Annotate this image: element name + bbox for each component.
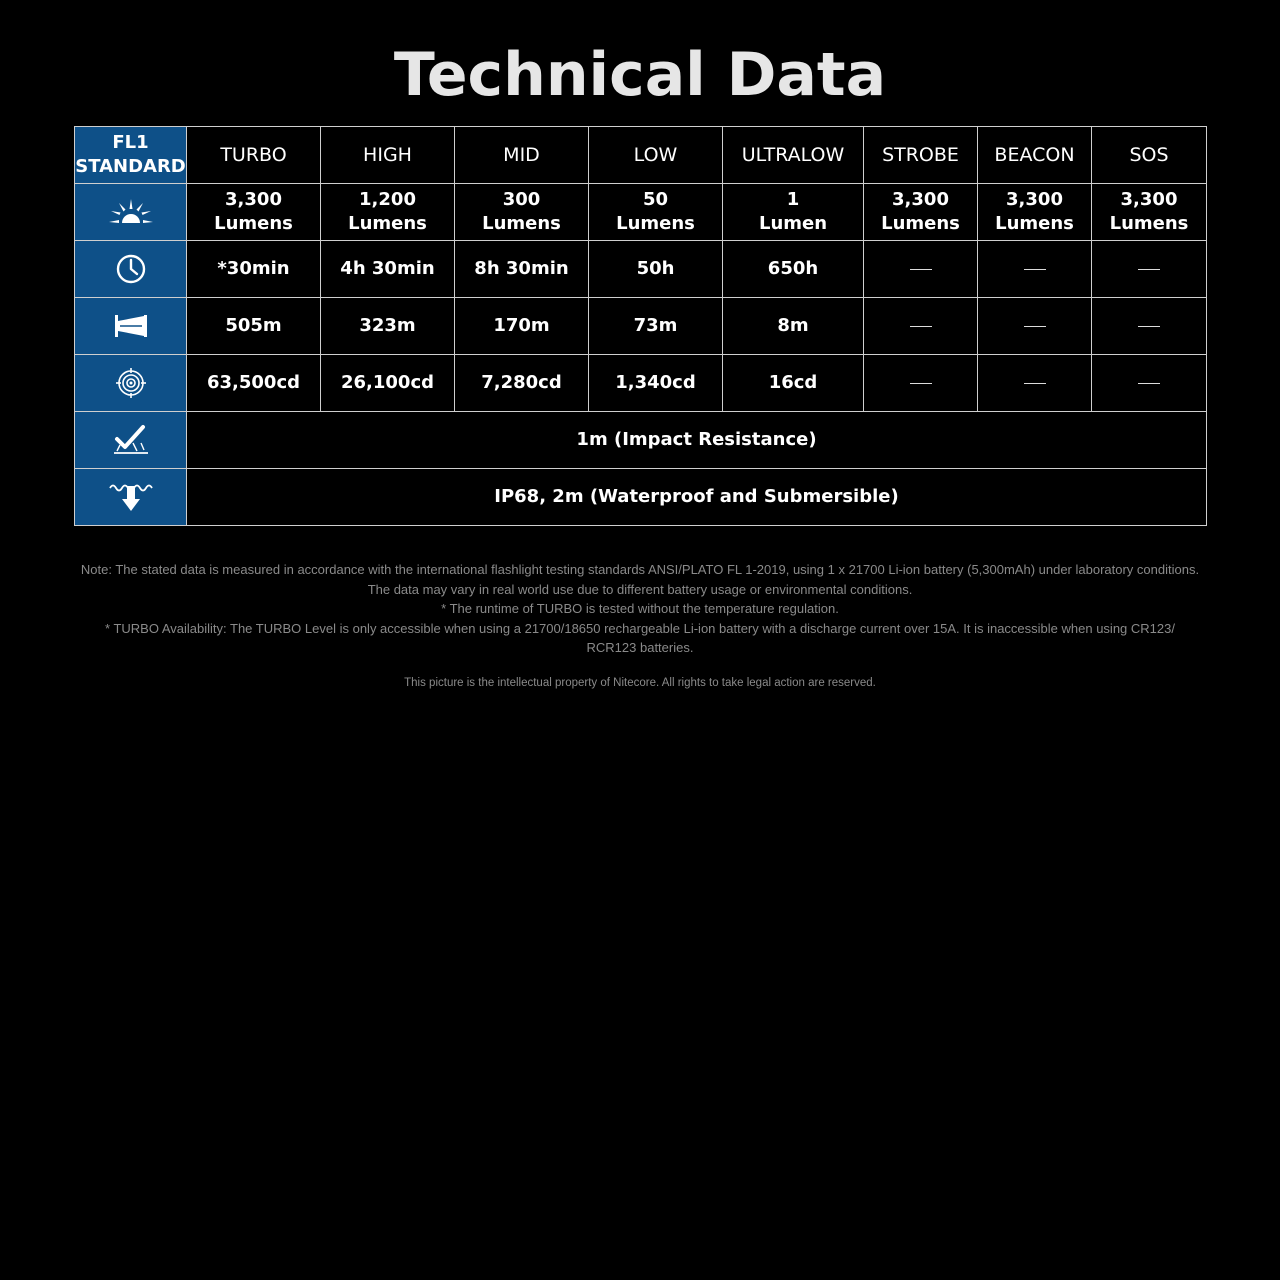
beam-distance-turbo: 505m — [187, 298, 321, 355]
peak-intensity-mid: 7,280cd — [455, 355, 589, 412]
peak-intensity-ultralow: 16cd — [723, 355, 864, 412]
mode-header-low: LOW — [589, 127, 723, 184]
model-header-cell — [75, 127, 187, 184]
waterproof-icon — [106, 480, 156, 514]
brightness-value: 1,200 — [359, 189, 416, 210]
model-standard: STANDARD — [75, 156, 186, 177]
brightness-value: 3,300 — [225, 189, 282, 210]
waterproof-icon-cell — [75, 469, 187, 526]
brightness-value: 50 — [642, 189, 669, 210]
peak-intensity-row — [75, 355, 1207, 412]
waterproof-row — [75, 469, 1207, 526]
brightness-unit: Lumens — [995, 213, 1074, 234]
beam-distance-beacon — [978, 298, 1092, 355]
peak-intensity-icon-cell — [75, 355, 187, 412]
mode-header-ultralow: ULTRALOW — [723, 127, 864, 184]
brightness-turbo — [187, 184, 321, 241]
brightness-beacon — [978, 184, 1092, 241]
not-applicable-dash — [910, 326, 932, 327]
mode-header-turbo: TURBO — [187, 127, 321, 184]
not-applicable-dash — [1024, 326, 1046, 327]
peak-intensity-icon — [114, 366, 148, 400]
runtime-sos — [1092, 241, 1207, 298]
brightness-unit: Lumens — [1109, 213, 1189, 234]
brightness-unit: Lumens — [616, 213, 695, 234]
header-row — [75, 127, 1207, 184]
brightness-high — [321, 184, 455, 241]
not-applicable-dash — [1138, 383, 1160, 384]
brightness-unit: Lumen — [758, 213, 828, 234]
impact-resistance-icon — [111, 423, 151, 457]
model-name: FL1 — [112, 132, 149, 153]
brightness-value: 3,300 — [1006, 189, 1063, 210]
mode-header-beacon: BEACON — [978, 127, 1092, 184]
brightness-icon — [106, 195, 156, 229]
not-applicable-dash — [1024, 383, 1046, 384]
runtime-ultralow: 650h — [723, 241, 864, 298]
peak-intensity-strobe — [864, 355, 978, 412]
brightness-low — [589, 184, 723, 241]
beam-distance-icon-cell — [75, 298, 187, 355]
measurement-note: Note: The stated data is measured in accordance with the international flashlight testing standards ANSI/PLATO FL 1-2019, using 1 x 21700 Li-ion battery (5,300mAh) under laboratory conditions. The data may vary in real world use due to different battery usage or environmental conditions. — [80, 562, 1200, 597]
peak-intensity-sos — [1092, 355, 1207, 412]
mode-header-high: HIGH — [321, 127, 455, 184]
beam-distance-low: 73m — [589, 298, 723, 355]
brightness-unit: Lumens — [482, 213, 561, 234]
runtime-mid: 8h 30min — [455, 241, 589, 298]
beam-distance-mid: 170m — [455, 298, 589, 355]
brightness-strobe — [864, 184, 978, 241]
not-applicable-dash — [910, 269, 932, 270]
runtime-beacon — [978, 241, 1092, 298]
impact-resistance-icon-cell — [75, 412, 187, 469]
technical-data-table — [74, 126, 1207, 526]
beam-distance-icon — [111, 311, 151, 341]
runtime-turbo: *30min — [187, 241, 321, 298]
not-applicable-dash — [1138, 269, 1160, 270]
turbo-availability-note: * TURBO Availability: The TURBO Level is only accessible when using a 21700/18650 rechargeable Li-ion battery with a discharge current over 15A. It is inaccessible when using CR123/ RCR123 batteries. — [105, 620, 1175, 655]
beam-distance-sos — [1092, 298, 1207, 355]
brightness-row — [75, 184, 1207, 241]
runtime-row — [75, 241, 1207, 298]
runtime-strobe — [864, 241, 978, 298]
brightness-sos — [1092, 184, 1207, 241]
waterproof-value: IP68, 2m (Waterproof and Submersible) — [187, 469, 1207, 526]
brightness-value: 300 — [502, 189, 541, 210]
runtime-low: 50h — [589, 241, 723, 298]
brightness-value: 3,300 — [1120, 189, 1178, 210]
mode-header-strobe: STROBE — [864, 127, 978, 184]
turbo-runtime-note: * The runtime of TURBO is tested without the temperature regulation. — [441, 601, 839, 616]
peak-intensity-high: 26,100cd — [321, 355, 455, 412]
brightness-mid — [455, 184, 589, 241]
impact-resistance-value: 1m (Impact Resistance) — [187, 412, 1207, 469]
beam-distance-row — [75, 298, 1207, 355]
brightness-icon-cell — [75, 184, 187, 241]
not-applicable-dash — [1024, 269, 1046, 270]
page-title: Technical Data — [393, 40, 887, 110]
not-applicable-dash — [1138, 326, 1160, 327]
brightness-value: 3,300 — [892, 189, 949, 210]
mode-header-sos: SOS — [1092, 127, 1207, 184]
beam-distance-ultralow: 8m — [723, 298, 864, 355]
beam-distance-high: 323m — [321, 298, 455, 355]
brightness-unit: Lumens — [881, 213, 960, 234]
peak-intensity-low: 1,340cd — [589, 355, 723, 412]
runtime-high: 4h 30min — [321, 241, 455, 298]
runtime-clock-icon — [114, 252, 148, 286]
brightness-unit: Lumens — [348, 213, 427, 234]
notes-section — [80, 560, 1200, 658]
mode-header-mid: MID — [455, 127, 589, 184]
brightness-value: 1 — [786, 189, 800, 210]
brightness-unit: Lumens — [214, 213, 293, 234]
copyright-notice: This picture is the intellectual property of Nitecore. All rights to take legal action are reserved. — [404, 677, 876, 689]
peak-intensity-beacon — [978, 355, 1092, 412]
beam-distance-strobe — [864, 298, 978, 355]
runtime-icon-cell — [75, 241, 187, 298]
brightness-ultralow — [723, 184, 864, 241]
not-applicable-dash — [910, 383, 932, 384]
peak-intensity-turbo: 63,500cd — [187, 355, 321, 412]
impact-resistance-row — [75, 412, 1207, 469]
